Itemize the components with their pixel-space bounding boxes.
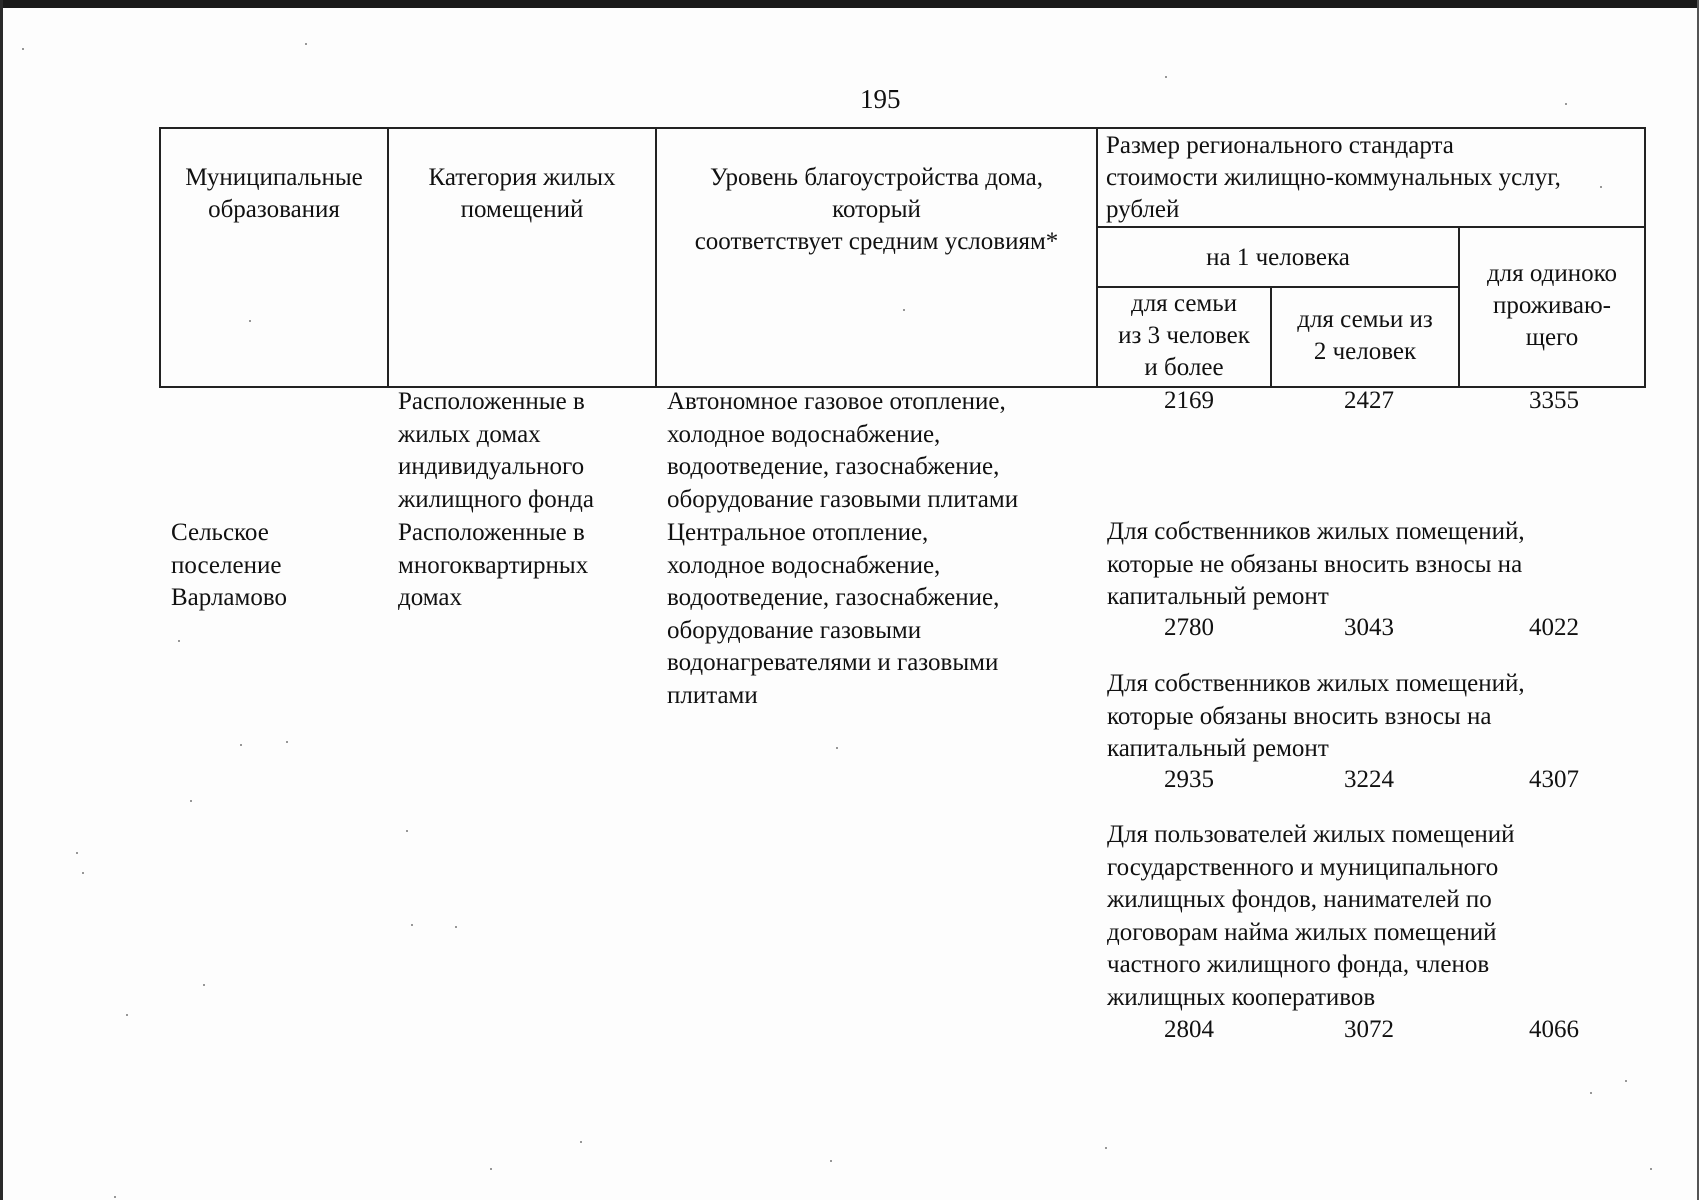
group2-value-family3: 2935 <box>1164 766 1214 793</box>
scan-speck <box>830 1160 832 1162</box>
header-size: Размер регионального стандарта стоимости жилищно-коммунальных услуг, рублей <box>1097 128 1645 227</box>
scan-speck <box>22 48 24 50</box>
scan-speck <box>406 830 408 832</box>
scan-speck <box>305 43 307 45</box>
group3-value-single: 4066 <box>1529 1016 1579 1043</box>
scan-speck <box>1105 1147 1107 1149</box>
header-level: Уровень благоустройства дома, который соответствует средним условиям* <box>656 128 1097 387</box>
scan-speck <box>76 852 78 854</box>
scan-speck <box>240 744 242 746</box>
group1-value-single: 4022 <box>1529 614 1579 641</box>
group1-value-family2: 3043 <box>1344 614 1394 641</box>
page-number: 195 <box>860 84 901 114</box>
scan-edge-left <box>0 0 3 1200</box>
group3-value-family2: 3072 <box>1344 1016 1394 1043</box>
row1-value-single: 3355 <box>1529 387 1579 414</box>
group1-value-family3: 2780 <box>1164 614 1214 641</box>
header-municipality: Муниципальные образования <box>160 128 388 387</box>
municipality-name: Сельское поселение Варламово <box>171 519 287 611</box>
row1-level: Автономное газовое отопление, холодное водоснабжение, водоотведение, газоснабжение, оборудование газовыми плитами <box>667 388 1019 513</box>
header-family2: для семьи из 2 человек <box>1271 287 1459 387</box>
group1-label: Для собственников жилых помещений, которые не обязаны вносить взносы на капитальный ремонт <box>1107 518 1525 610</box>
scan-speck <box>490 1168 492 1170</box>
scan-speck <box>1565 103 1567 105</box>
row1-value-family3: 2169 <box>1164 387 1214 414</box>
scan-speck <box>903 309 905 311</box>
scan-speck <box>1165 76 1167 78</box>
group3-label: Для пользователей жилых помещений государственного и муниципального жилищных фондов, нанимателей по договорам найма жилых помещений частного жилищного фонда, членов жилищных кооперативов <box>1107 821 1515 1011</box>
group2-value-single: 4307 <box>1529 766 1579 793</box>
scan-speck <box>190 800 192 802</box>
scan-speck <box>1600 186 1602 188</box>
header-per-person: на 1 человека <box>1097 227 1459 287</box>
scan-speck <box>249 320 251 322</box>
scan-speck <box>1625 1080 1627 1082</box>
scan-speck <box>286 741 288 743</box>
row1-value-family2: 2427 <box>1344 387 1394 414</box>
scan-speck <box>82 872 84 874</box>
header-single: для одиноко проживаю- щего <box>1459 227 1645 387</box>
row2-level: Центральное отопление, холодное водоснабжение, водоотведение, газоснабжение, оборудование газовыми водонагревателями и газовыми плитами <box>667 519 1000 709</box>
scan-speck <box>580 1141 582 1143</box>
row1-category: Расположенные в жилых домах индивидуального жилищного фонда <box>398 388 594 513</box>
group3-value-family3: 2804 <box>1164 1016 1214 1043</box>
header-category: Категория жилых помещений <box>388 128 656 387</box>
scan-speck <box>836 747 838 749</box>
scan-speck <box>411 924 413 926</box>
header-family3: для семьи из 3 человек и более <box>1097 287 1271 387</box>
scan-speck <box>1590 1092 1592 1094</box>
scan-speck <box>455 926 457 928</box>
scan-speck <box>126 1014 128 1016</box>
row2-category: Расположенные в многоквартирных домах <box>398 519 589 611</box>
scan-speck <box>1650 1168 1652 1170</box>
scan-speck <box>114 1196 116 1198</box>
group2-value-family2: 3224 <box>1344 766 1394 793</box>
scan-edge-top <box>0 0 1699 8</box>
group2-label: Для собственников жилых помещений, которые обязаны вносить взносы на капитальный ремонт <box>1107 670 1525 762</box>
header-table <box>159 127 1646 388</box>
scan-speck <box>203 984 205 986</box>
scan-speck <box>178 640 180 642</box>
